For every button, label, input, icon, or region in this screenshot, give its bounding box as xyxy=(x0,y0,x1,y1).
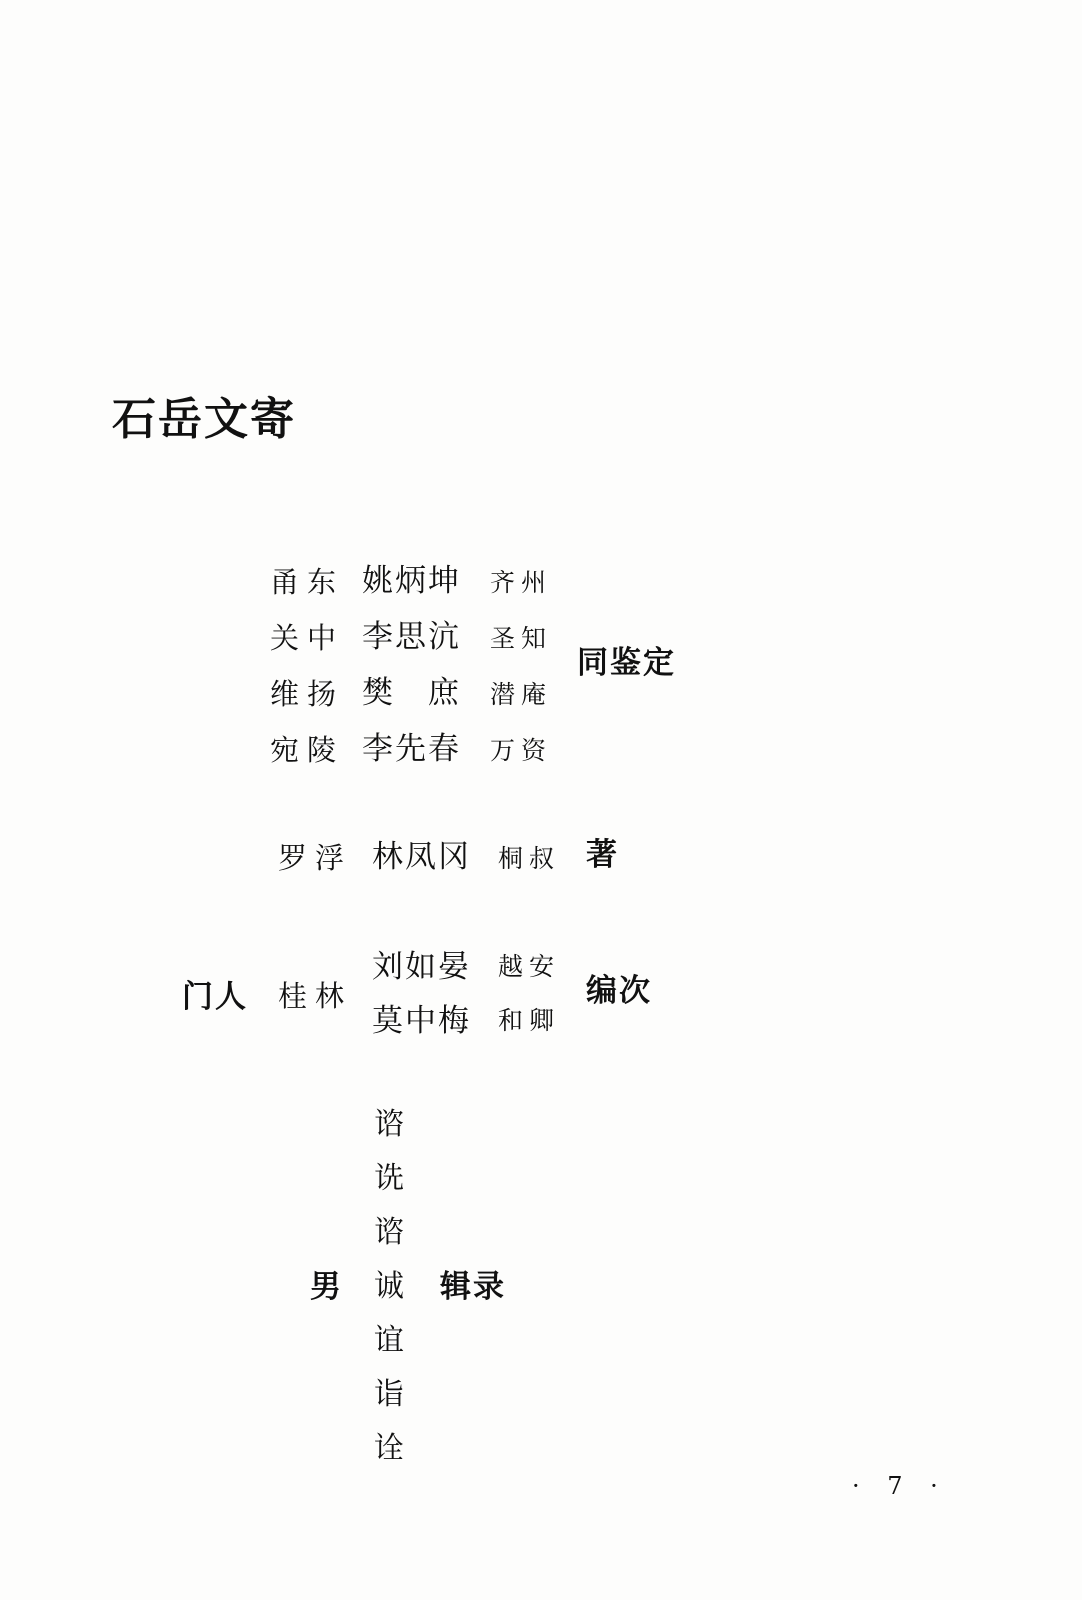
reviewer-courtesy-name: 万资 xyxy=(490,736,553,765)
sons-role: 辑录 xyxy=(440,1269,506,1305)
reviewer-name: 樊 庶 xyxy=(362,675,461,711)
page-title: 石岳文寄 xyxy=(112,394,296,445)
reviewer-place: 关中 xyxy=(270,621,345,655)
reviewer-name: 姚炳坤 xyxy=(362,563,461,599)
reviewer-place: 宛陵 xyxy=(270,733,345,767)
reviewer-place: 维扬 xyxy=(270,677,345,711)
author-name: 林凤冈 xyxy=(372,839,471,875)
sons-label: 男 xyxy=(310,1269,343,1305)
son-name: 诠 xyxy=(374,1431,404,1466)
disciples-place: 桂林 xyxy=(278,979,353,1013)
disciples-label: 门人 xyxy=(182,979,248,1015)
son-name: 诚 xyxy=(374,1269,404,1304)
son-name: 诜 xyxy=(374,1161,404,1196)
disciple-courtesy-name: 越安 xyxy=(498,952,561,981)
reviewer-name: 李先春 xyxy=(362,731,461,767)
reviewer-courtesy-name: 潜庵 xyxy=(490,680,553,709)
reviewer-courtesy-name: 齐州 xyxy=(490,568,553,597)
reviewer-courtesy-name: 圣知 xyxy=(490,624,553,653)
author-place: 罗浮 xyxy=(278,841,353,875)
disciple-name: 刘如晏 xyxy=(372,949,471,985)
disciple-courtesy-name: 和卿 xyxy=(498,1006,561,1035)
disciples-role: 编次 xyxy=(586,973,652,1009)
reviewers-role: 同鉴定 xyxy=(577,645,676,681)
page-number: · 7 · xyxy=(852,1472,948,1500)
reviewer-name: 李思沆 xyxy=(362,619,461,655)
son-name: 谊 xyxy=(374,1323,404,1358)
disciple-name: 莫中梅 xyxy=(372,1003,471,1039)
son-name: 谘 xyxy=(374,1215,404,1250)
author-role: 著 xyxy=(586,837,619,873)
author-courtesy-name: 桐叔 xyxy=(498,844,561,873)
son-name: 诣 xyxy=(374,1377,404,1412)
son-name: 谘 xyxy=(374,1107,404,1142)
reviewer-place: 甬东 xyxy=(270,565,345,599)
